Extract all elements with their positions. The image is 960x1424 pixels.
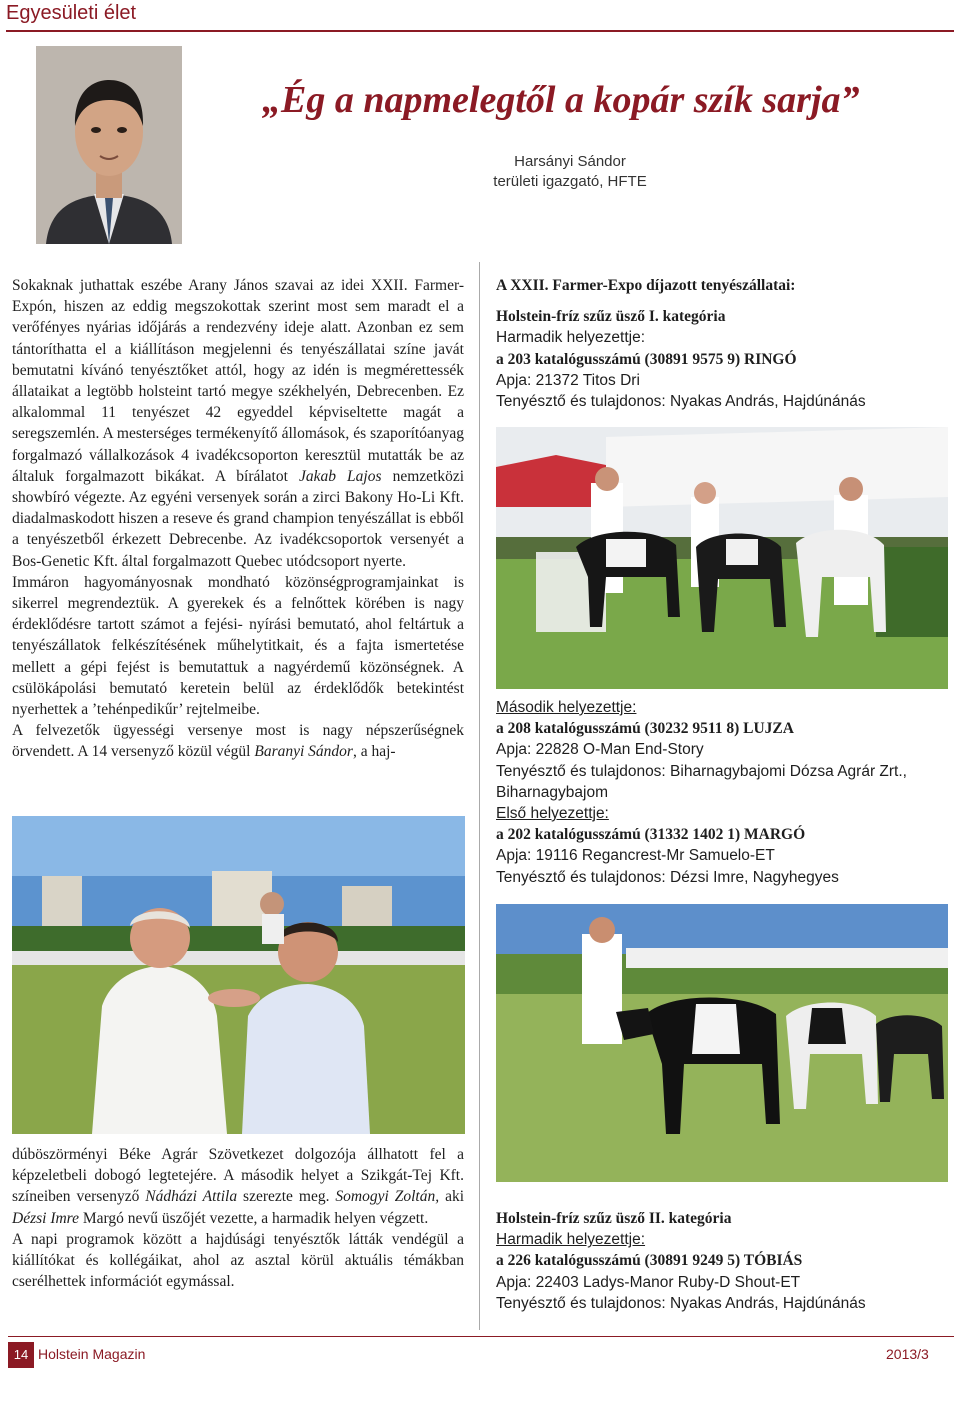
author-block [410, 152, 730, 192]
header-rule [6, 30, 954, 32]
owner-line: Tenyésztő és tulajdonos: Nyakas András, Hajdúnánás [496, 1294, 866, 1312]
owner-line: Tenyésztő és tulajdonos: Biharnagybajomi Dózsa Agrár Zrt., Biharnagybajom [496, 762, 907, 801]
entry-line: a 203 katalógusszámú (30891 9575 9) RINGÓ [496, 350, 797, 368]
place-label: Második helyezettje: [496, 699, 637, 716]
entry-line: a 208 katalógusszámú (30232 9511 8) LUJZA [496, 720, 794, 738]
page-number: 14 [8, 1342, 34, 1368]
body-paragraph: Sokaknak juthattak eszébe Arany János szavai az idei XXII. Farmer-Expón, hiszen az eddig megszokottak szerint most sem maradt el a verőfényes nyárias időjárás a rendezvény ideje alatt. Azonban ez sem tántoríthatta el a kiállításon megjelenni és tenyészállatai színe javát bemutatni kívánó tenyésztőket attól, hogy az idén is megmérettessék állataikat a legtöbb holsteint tartó megye székhelyén, Debrecenben. Ez alkalommal 11 tenyészet 42 egyeddel képviseltette magát a seregszemlén. A mesterséges termékenyítő állomások, és szaporítóanyag forgalmazó vállalkozások 4 ivadékcsoporton keresztül mutatták be az általuk forgalmazott bikákat. A bírálatot Jakab Lajos nemzetközi showbíró végezte. Az egyéni versenyek során a zirci Bakony Ho-Li Kft. diadalmaskodott hiszen a reseve és grand champion tenyészállat is ebből a tenyészetből érkezett Debrecenbe. Az ivadékcsoportok versenyét a Bos-Genetic Kft. által forgalmazott Quebec utódcsoport nyerte. [12, 277, 465, 570]
results-block-3 [496, 1208, 952, 1314]
author-name: Harsányi Sándor [514, 153, 626, 170]
photo-heifers-ringo [496, 427, 948, 689]
body-paragraph: A felvezetők ügyességi versenye most is nagy népszerűségnek örvendett. A 14 versenyző közül végül Baranyi Sándor, a haj- [12, 722, 464, 761]
owner-line: Tenyésztő és tulajdonos: Dézsi Imre, Nagyhegyes [496, 868, 839, 886]
results-block-2 [496, 697, 952, 888]
sire-line: Apja: 22828 O-Man End-Story [496, 741, 704, 759]
section-label: Egyesületi élet [6, 2, 137, 24]
photo-heifer-lineup [496, 904, 948, 1182]
issue-number: 2013/3 [886, 1346, 929, 1362]
results-block-1 [496, 275, 952, 412]
body-paragraph: dúböszörményi Béke Agrár Szövetkezet dolgozója állhatott fel a képzeletbeli dobogó legtetejére. A második helyet a Szikgát-Tej Kft. színeiben versenyző Nádházi Attila szerezte meg. Somogyi Zoltán, aki Dézsi Imre Margó nevű üszőjét vezette, a harmadik helyen végzett. [12, 1146, 464, 1227]
spacer [496, 296, 952, 306]
sire-line: Apja: 19116 Regancrest-Mr Samuelo-ET [496, 847, 775, 865]
sire-line: Apja: 21372 Titos Dri [496, 371, 640, 389]
place-label: Harmadik helyezettje: [496, 329, 646, 347]
body-column-left [12, 275, 464, 763]
body-column-left-bottom [12, 1144, 464, 1292]
magazine-name: Holstein Magazin [38, 1346, 146, 1362]
footer-rule [8, 1336, 954, 1337]
entry-line: a 202 katalógusszámú (31332 1402 1) MARGÓ [496, 826, 806, 844]
body-paragraph: A napi programok között a hajdúsági tenyésztők látták vendégül a kiállítókat és kollégáikat, ahol az asztal körül aktuális témákban cserélhettek információt egymással. [12, 1230, 464, 1291]
article-title: „Ég a napmelegtől a kopár szík sarja” [262, 79, 860, 121]
photo-award-handshake [12, 816, 465, 1134]
sire-line: Apja: 22403 Ladys-Manor Ruby-D Shout-ET [496, 1273, 801, 1291]
owner-line: Tenyésztő és tulajdonos: Nyakas András, Hajdúnánás [496, 393, 866, 411]
place-label: Harmadik helyezettje: [496, 1231, 646, 1249]
category-title: Holstein-fríz szűz üsző II. kategória [496, 1210, 732, 1227]
results-heading: A XXII. Farmer-Expo díjazott tenyészállatai: [496, 277, 796, 294]
column-divider [479, 262, 480, 1330]
author-role: területi igazgató, HFTE [493, 173, 647, 190]
entry-line: a 226 katalógusszámú (30891 9249 5) TÓBIÁS [496, 1252, 803, 1270]
category-title: Holstein-fríz szűz üsző I. kategória [496, 308, 726, 326]
body-paragraph: Immáron hagyományosnak mondható közönségprogramjainkat is sikerrel megrendeztük. A gyerekek és a felnőttek körében is nagy érdeklődésre tartott számot a fejési- nyírási bemutató, ahol feltártuk a tenyészállatok felkészítésének műhelytitkait, és a fajta ismertetése mellett a gépi fejést is bemutattuk a nagyérdemű közönségnek. A csülökápolási bemutató keretein belül az érdeklődők betekintést nyerhettek a ’tehénpedikűr’ rejtelmeibe. [12, 573, 464, 719]
author-portrait [36, 46, 182, 244]
place-label: Első helyezettje: [496, 805, 609, 823]
